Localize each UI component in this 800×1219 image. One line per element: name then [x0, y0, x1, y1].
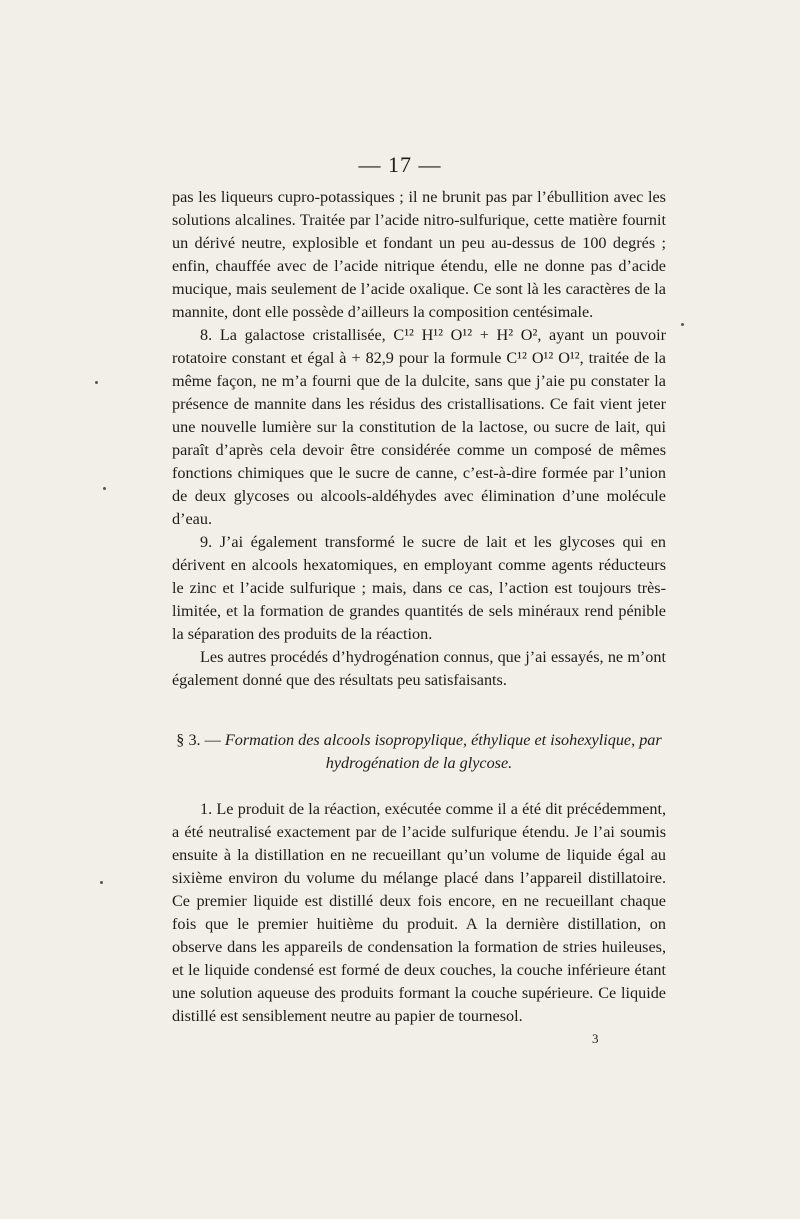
- section-number: § 3. —: [176, 731, 221, 749]
- section-heading: [172, 729, 666, 775]
- ink-speck: [681, 323, 684, 326]
- signature-mark: 3: [592, 1031, 599, 1046]
- paragraph: 9. J’ai également transformé le sucre de lait et les glycoses qui en dérivent en alcools hexatomiques, en employant comme agents réducteurs le zinc et l’acide sulfurique ; mais, dans ce cas, l’action est toujours très-limitée, et la formation de grandes quantités de sels minéraux rend pénible la séparation des produits de la réaction.: [172, 533, 666, 643]
- ink-speck: [95, 381, 98, 384]
- paragraph: pas les liqueurs cupro-potassiques ; il ne brunit pas par l’ébullition avec les solutions alcalines. Traitée par l’acide nitro-sulfurique, cette matière fournit un dérivé neutre, explosible et fondant un peu au-dessus de 100 degrés ; enfin, chauffée avec de l’acide nitrique étendu, elle ne donne pas d’acide mucique, mais seulement de l’acide oxalique. Ce sont là les caractères de la mannite, dont elle possède d’ailleurs la composition centésimale.: [172, 188, 666, 321]
- ink-speck: [100, 881, 103, 884]
- section-title: Formation des alcools isopropylique, éthylique et isohexylique, par hydrogénation de la glycose.: [224, 731, 662, 772]
- text-block-top: [172, 186, 666, 692]
- paragraph: Les autres procédés d’hydrogénation connus, que j’ai essayés, ne m’ont également donné que des résultats peu satisfaisants.: [172, 648, 666, 689]
- text-block-bottom: [172, 798, 666, 1028]
- paragraph: 1. Le produit de la réaction, exécutée comme il a été dit précédemment, a été neutralisé exactement par de l’acide sulfurique étendu. Je l’ai soumis ensuite à la distillation en ne recueillant qu’un volume de liquide égal au sixième environ du volume du mélange placé dans l’appareil distillatoire. Ce premier liquide est distillé deux fois encore, en ne recueillant chaque fois que le premier huitième du produit. A la dernière distillation, on observe dans les appareils de condensation la formation de stries huileuses, et le liquide condensé est formé de deux couches, la couche inférieure étant une solution aqueuse des produits formant la couche supérieure. Ce liquide distillé est sensiblement neutre au papier de tournesol.: [172, 800, 666, 1025]
- page-number: — 17 —: [358, 152, 442, 177]
- ink-speck: [103, 487, 106, 490]
- paragraph: 8. La galactose cristallisée, C¹² H¹² O¹² + H² O², ayant un pouvoir rotatoire constant et égal à + 82,9 pour la formule C¹² O¹² O¹², traitée de la même façon, ne m’a fourni que de la dulcite, sans que j’aie pu constater la présence de mannite dans les résidus des cristallisations. Ce fait vient jeter une nouvelle lumière sur la constitution de la lactose, ou sucre de lait, qui paraît d’après cela devoir être considérée comme un composé de mêmes fonctions chimiques que le sucre de canne, c’est-à-dire formée par l’union de deux glycoses ou alcools-aldéhydes avec élimination d’une molécule d’eau.: [172, 326, 666, 528]
